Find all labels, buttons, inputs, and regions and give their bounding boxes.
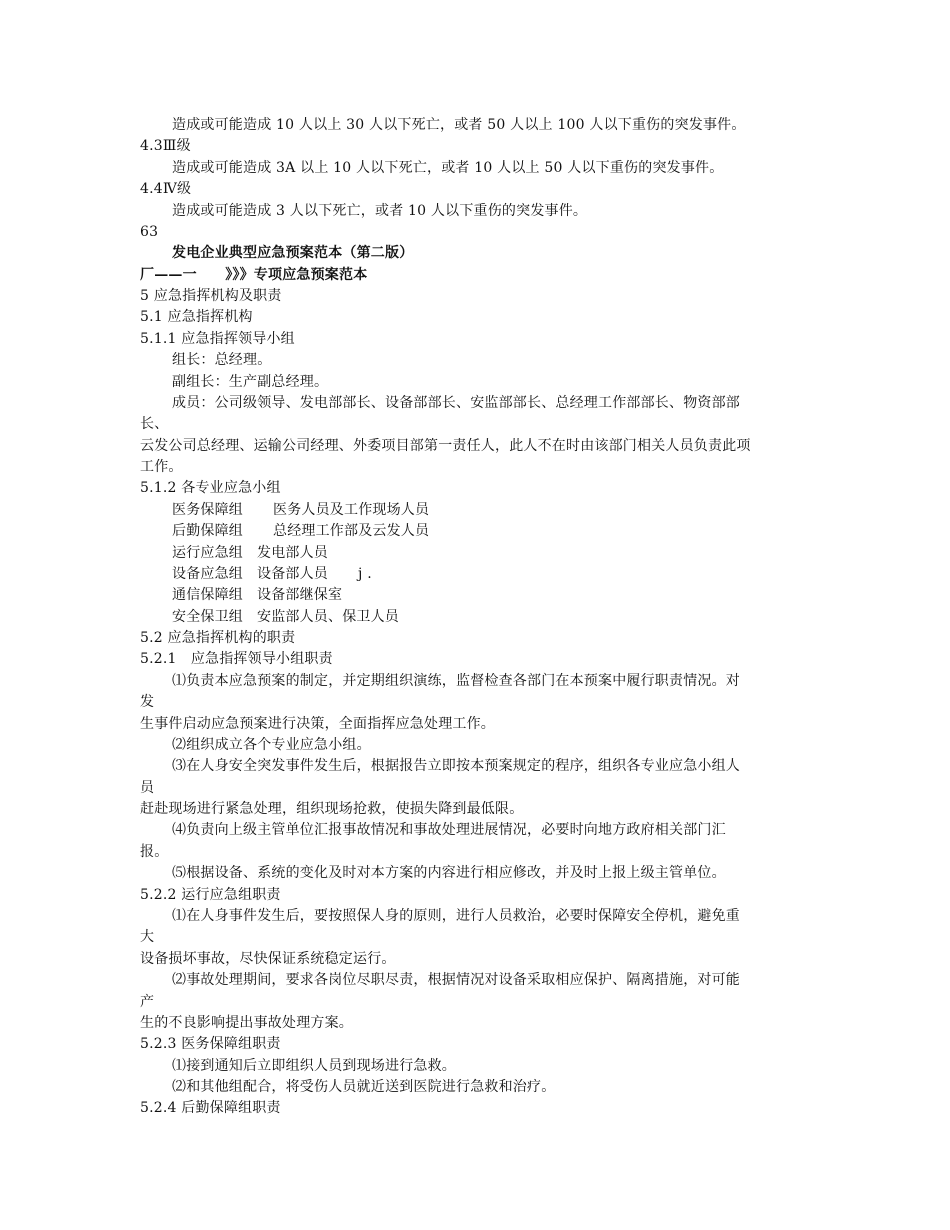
text-line: ⑵和其他组配合，将受伤人员就近送到医院进行急救和治疗。 [172,1079,556,1095]
section-heading: 5.2.3 医务保障组职责 [140,1036,281,1052]
group-name: 通信保障组 [172,587,243,603]
text-line: 产 [140,994,155,1010]
group-members: 发电部人员 [257,545,328,561]
section-heading: 5.2 应急指挥机构的职责 [140,630,296,646]
group-name: 运行应急组 [172,545,243,561]
text-line: 工作。 [140,459,183,475]
scan-artifact: j . [358,566,372,582]
group-members: 安监部人员、保卫人员 [257,609,399,625]
text-line: ⑵事故处理期间，要求各岗位尽职尽责，根据情况对设备采取相应保护、隔离措施，对可能 [172,972,740,988]
section-heading: 4.4Ⅳ级 [140,181,192,197]
group-row [172,564,372,585]
group-name: 后勤保障组 [172,523,243,539]
text-line: 长、 [140,416,169,432]
group-row [172,500,429,521]
section-heading: 5.2.4 后勤保障组职责 [140,1100,281,1116]
text-line: 组长：总经理。 [172,352,272,368]
text-line: 员 [140,780,155,796]
text-line: 发 [140,694,155,710]
section-heading: 4.3Ⅲ级 [140,138,191,154]
text-line: 设备损坏事故，尽快保证系统稳定运行。 [140,951,396,967]
section-heading: 5.2.2 运行应急组职责 [140,887,281,903]
group-members: 总经理工作部及云发人员 [273,523,430,539]
text-line: ⑷负责向上级主管单位汇报事故情况和事故处理进展情况，必要时向地方政府相关部门汇 [172,822,726,838]
group-row [172,521,429,542]
text-line: ⑶在人身安全突发事件发生后，根据报告立即按本预案规定的程序，组织各专业应急小组人 [172,758,740,774]
running-header-title: 发电企业典型应急预案范本（第二版） [172,245,414,261]
group-name: 安全保卫组 [172,609,243,625]
group-name: 设备应急组 [172,566,243,582]
text-line: 造成或可能造成 3 人以下死亡，或者 10 人以下重伤的突发事件。 [172,203,588,219]
text-line: 赶赴现场进行紧急处理，组织现场抢救，使损失降到最低限。 [140,801,524,817]
text-line: ⑴负责本应急预案的制定，并定期组织演练，监督检查各部门在本预案中履行职责情况。对 [172,673,740,689]
text-line: ⑸根据设备、系统的变化及时对本方案的内容进行相应修改，并及时上报上级主管单位。 [172,865,726,881]
page-number: 63 [140,224,159,240]
text-line: 造成或可能造成 10 人以上 30 人以下死亡，或者 50 人以上 100 人以下重伤的突发事件。 [172,117,746,133]
group-row [172,585,342,606]
text-line: 生事件启动应急预案进行决策，全面指挥应急处理工作。 [140,716,495,732]
text-line: ⑴在人身事件发生后，要按照保人身的原则，进行人员救治，必要时保障安全停机，避免重 [172,908,740,924]
section-heading: 5 应急指挥机构及职责 [140,288,282,304]
group-members: 设备部继保室 [257,587,343,603]
text-line: 副组长：生产副总经理。 [172,374,329,390]
section-heading: 5.1.2 各专业应急小组 [140,480,281,496]
text-line: 造成或可能造成 3A 以上 10 人以下死亡，或者 10 人以上 50 人以下重伤的突发事件。 [172,160,724,176]
section-heading: 5.2.1 应急指挥领导小组职责 [140,651,333,667]
text-line: 报。 [140,844,169,860]
section-heading: 5.1 应急指挥机构 [140,309,253,325]
group-members: 医务人员及工作现场人员 [273,502,430,518]
text-line: ⑴接到通知后立即组织人员到现场进行急救。 [172,1058,456,1074]
text-line: ⑵组织成立各个专业应急小组。 [172,737,371,753]
text-line: 生的不良影响提出事故处理方案。 [140,1015,353,1031]
text-line: 大 [140,929,155,945]
text-line: 云发公司总经理、运输公司经理、外委项目部第一责任人，此人不在时由该部门相关人员负责此项 [140,438,751,454]
section-heading: 5.1.1 应急指挥领导小组 [140,331,295,347]
running-header-subtitle: 厂——一 》》》专项应急预案范本 [140,267,368,283]
group-members: 设备部人员 [257,566,328,582]
text-line: 成员：公司级领导、发电部部长、设备部部长、安监部部长、总经理工作部部长、物资部部 [172,395,740,411]
group-row [172,607,399,628]
group-row [172,543,328,564]
group-name: 医务保障组 [172,502,243,518]
